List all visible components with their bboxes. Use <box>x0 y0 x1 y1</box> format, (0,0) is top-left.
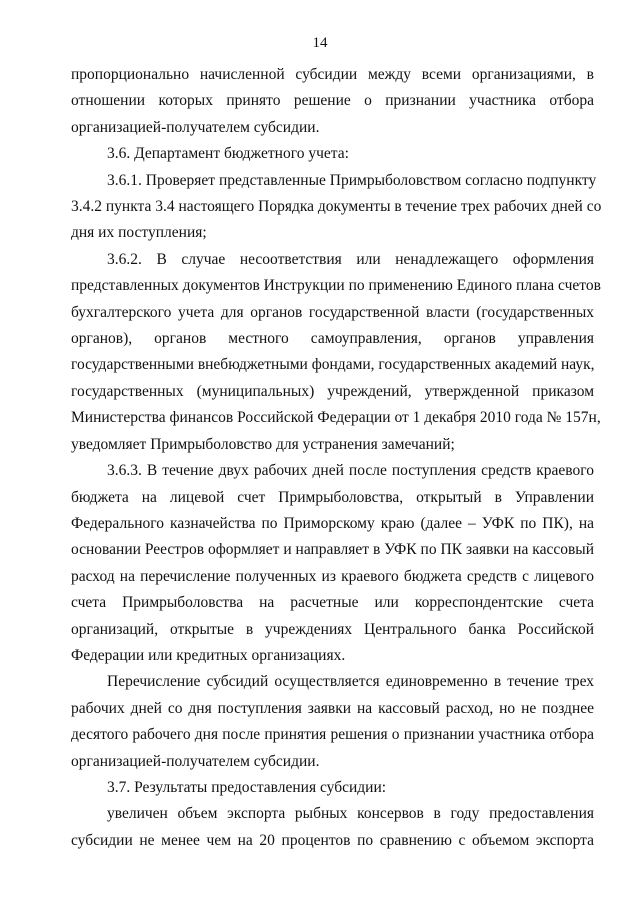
paragraph-p3_6 <box>71 141 594 167</box>
paragraph-p3_6_1 <box>71 168 602 247</box>
text-line: дня их поступления; <box>71 224 207 242</box>
text-line: Министерства финансов Российской Федерации от 1 декабря 2010 года № 157н, <box>71 409 601 427</box>
text-line: организацией-получателем субсидии. <box>71 118 320 136</box>
text-line: органов), органов местного самоуправления, органов управления <box>71 330 594 348</box>
page-number: 14 <box>312 35 328 51</box>
text-line: рабочих дней со дня поступления заявки на кассовый расход, но не позднее <box>71 699 594 717</box>
text-line: 3.6. Департамент бюджетного учета: <box>107 145 349 163</box>
text-line: представленных документов Инструкции по применению Единого плана счетов <box>71 277 601 295</box>
paragraph-transfer <box>71 669 594 775</box>
text-line: уведомляет Примрыболовство для устранения замечаний; <box>71 435 455 453</box>
text-line: 3.6.1. Проверяет представленные Примрыболовством согласно подпункту <box>107 171 597 189</box>
text-line: увеличен объем экспорта рыбных консервов в году предоставления <box>107 805 594 823</box>
text-line: Перечисление субсидий осуществляется единовременно в течение трех <box>107 673 594 691</box>
text-line: пропорционально начисленной субсидии между всеми организациями, в <box>71 66 594 83</box>
text-line: отношении которых принято решение о признании участника отбора <box>71 92 594 110</box>
text-line: 3.6.2. В случае несоответствия или ненадлежащего оформления <box>107 250 594 268</box>
paragraph-intro <box>71 62 594 141</box>
text-line: организаций, открытые в учреждениях Центрального банка Российской <box>71 620 594 638</box>
text-line: счета Примрыболовства на расчетные или корреспондентские счета <box>71 594 594 612</box>
text-line: 3.7. Результаты предоставления субсидии: <box>107 778 387 796</box>
text-line: Федерации или кредитных организациях. <box>71 646 346 664</box>
text-line: расход на перечисление полученных из краевого бюджета средств с лицевого <box>71 567 594 585</box>
text-line: бюджета на лицевой счет Примрыболовства, открытый в Управлении <box>71 488 594 506</box>
text-line: 3.4.2 пункта 3.4 настоящего Порядка документы в течение трех рабочих дней со <box>71 198 602 216</box>
text-line: 3.6.3. В течение двух рабочих дней после поступления средств краевого <box>107 462 594 480</box>
text-line: десятого рабочего дня после принятия решения о признании участника отбора <box>71 726 594 744</box>
paragraph-p3_6_3 <box>71 458 594 669</box>
text-line: государственными внебюджетными фондами, государственных академий наук, <box>71 356 595 374</box>
paragraph-result <box>71 801 594 854</box>
text-line: субсидии не менее чем на 20 процентов по сравнению с объемом экспорта <box>71 831 594 849</box>
text-line: государственных (муниципальных) учреждений, утвержденной приказом <box>71 382 594 400</box>
text-line: Федерального казначейства по Приморскому краю (далее – УФК по ПК), на <box>71 514 594 532</box>
paragraph-p3_7 <box>71 775 594 801</box>
text-line: основании Реестров оформляет и направляет в УФК по ПК заявки на кассовый <box>71 541 594 559</box>
text-line: бухгалтерского учета для органов государственной власти (государственных <box>71 303 594 321</box>
document-body <box>71 62 602 854</box>
paragraph-p3_6_2 <box>71 247 601 458</box>
text-line: организацией-получателем субсидии. <box>71 752 320 770</box>
